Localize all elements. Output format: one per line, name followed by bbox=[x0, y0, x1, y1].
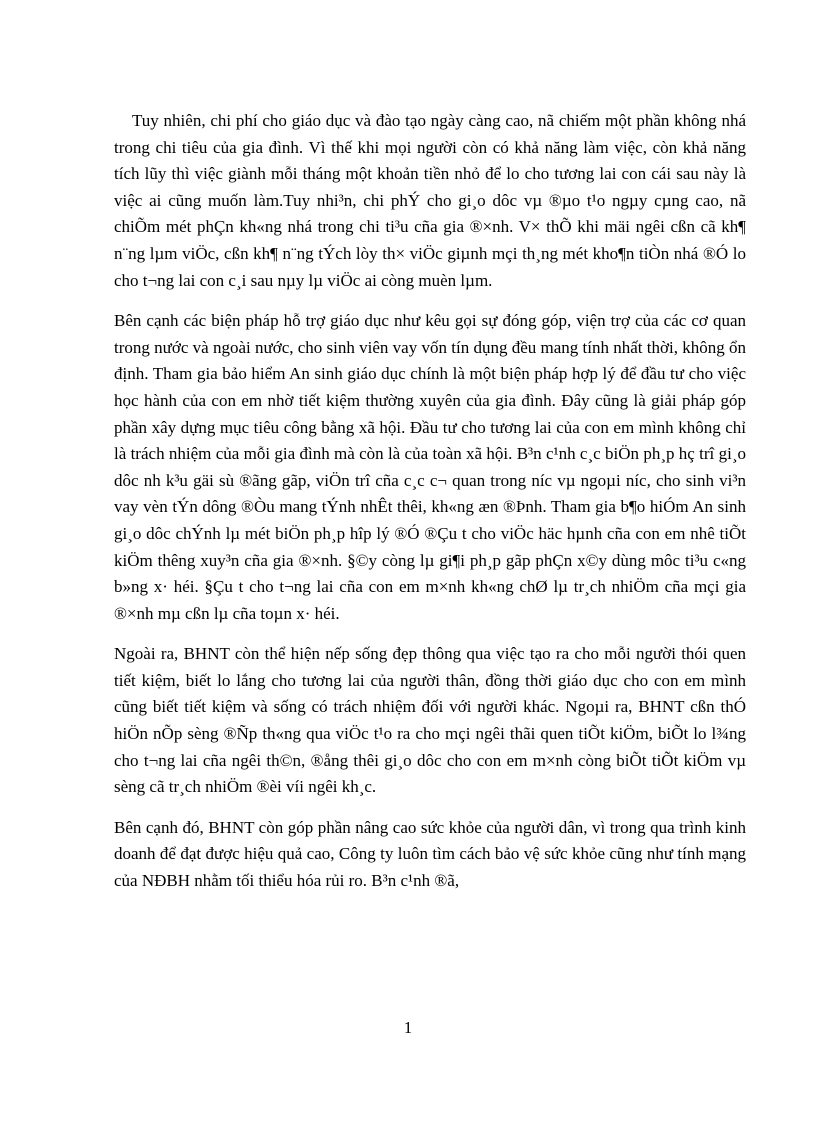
body-text bbox=[114, 108, 746, 909]
page-number: 1 bbox=[403, 1018, 413, 1037]
paragraph-1: Tuy nhiên, chi phí cho giáo dục và đào tạo ngày càng cao, nã chiếm một phần không nhá trong chi tiêu của gia đình. Vì thế khi mọi người còn có khả năng làm việc, còn khả năng tích lũy thì việc giành mỗi tháng một khoản tiền nhỏ để lo cho tương lai con cái sau này là việc ai cũng muốn làm.Tuy nhi³n, chi phÝ cho gi¸o dôc vµ ®µo t¹o ngµy cµng cao, nã chiÕm mét phÇn kh«ng nhá trong chi ti³u cña gia ®×nh. V× thÕ khi mäi ngêi cßn cã kh¶ n¨ng lµm viÖc, cßn kh¶ n¨ng tÝch lòy th× viÖc giµnh mçi th¸ng mét kho¶n tiÒn nhá ®Ó lo cho t¬ng lai con c¸i sau nµy lµ viÖc ai còng muèn lµm. bbox=[114, 111, 746, 290]
paragraph-4: Bên cạnh đó, BHNT còn góp phần nâng cao sức khỏe của người dân, vì trong qua trình kinh doanh để đạt được hiệu quả cao, Công ty luôn tìm cách bảo vệ sức khỏe cũng như tính mạng của NĐBH nhằm tối thiểu hóa rủi ro. B³n c¹nh ®ã, bbox=[114, 817, 746, 891]
paragraph-2: Bên cạnh các biện pháp hỗ trợ giáo dục như kêu gọi sự đóng góp, viện trợ của các cơ quan trong nước và ngoài nước, cho sinh viên vay vốn tín dụng đều mang tính nhất thời, không ổn định. Tham gia bảo hiểm An sinh giáo dục chính là một biện pháp hợp lý để đầu tư cho việc học hành của con em nhờ tiết kiệm thường xuyên của gia đình. Đây cũng là giải pháp góp phần xây dựng mục tiêu công bằng xã hội. Đầu tư cho tương lai của con em mình không chỉ là trách nhiệm của mỗi gia đình mà còn là của toàn xã hội. B³n c¹nh c¸c biÖn ph¸p hç trî gi¸o dôc nh k³u gäi sù ®ãng gãp, viÖn trî cña c¸c c¬ quan trong níc vµ ngoµi níc, cho sinh vi³n vay vèn tÝn dông ®Òu mang tÝnh nhÊt thêi, kh«ng æn ®Þnh. Tham gia b¶o hiÓm An sinh gi¸o dôc chÝnh lµ mét biÖn ph¸p hîp lý ®Ó ®Çu t cho viÖc häc hµnh cña con em nhê tiÕt kiÖm thêng xuy³n cña gia ®×nh. §©y còng lµ gi¶i ph¸p gãp phÇn x©y dùng môc ti³u c«ng b»ng x· héi. §Çu t cho t¬ng lai cña con em m×nh kh«ng chØ lµ tr¸ch nhiÖm cña mçi gia ®×nh mµ cßn lµ cña toµn x· héi. bbox=[114, 311, 746, 623]
paragraph-3: Ngoài ra, BHNT còn thể hiện nếp sống đẹp thông qua việc tạo ra cho mỗi người thói quen tiết kiệm, biết lo lắng cho tương lai của người thân, đồng thời giáo dục cho con em mình cũng biết tiết kiệm và sống có trách nhiệm đối với người khác. Ngoµi ra, BHNT cßn thÓ hiÖn nÕp sèng ®Ñp th«ng qua viÖc t¹o ra cho mçi ngêi thãi quen tiÕt kiÖm, biÕt lo l¾ng cho t¬ng lai cña ngêi th©n, ®ång thêi gi¸o dôc cho con em m×nh còng biÕt tiÕt kiÖm vµ sèng cã tr¸ch nhiÖm ®èi víi ngêi kh¸c. bbox=[114, 644, 746, 797]
